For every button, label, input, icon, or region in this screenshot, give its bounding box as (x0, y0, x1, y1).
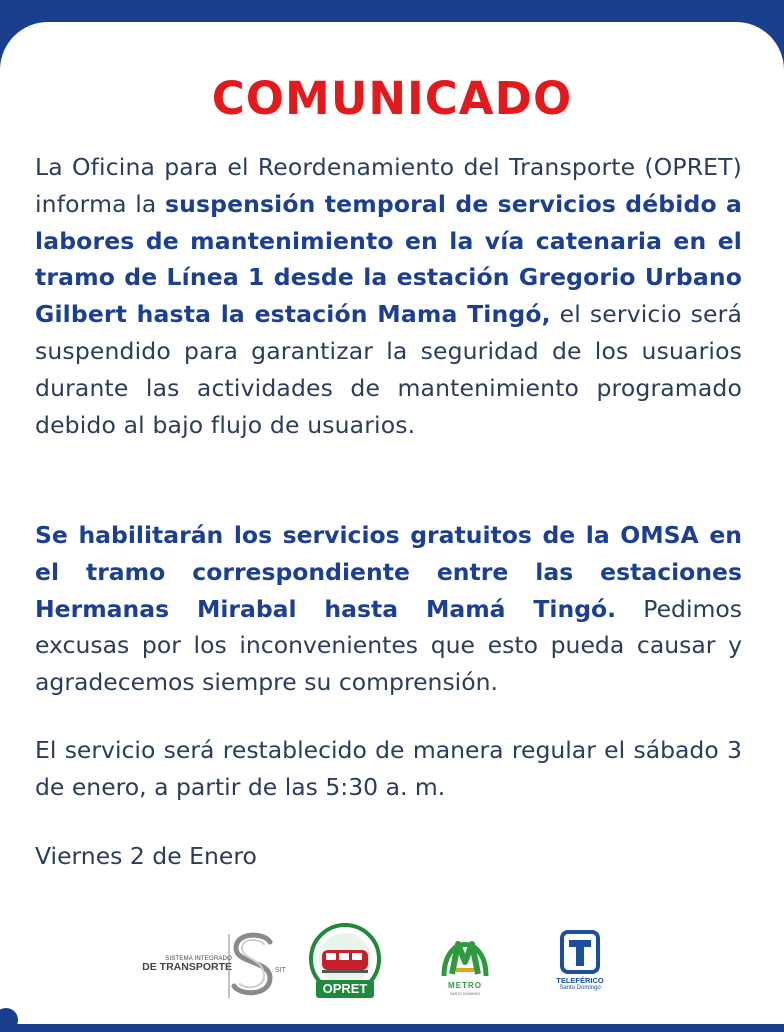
sit-logo (130, 920, 290, 1010)
sit-s-icon (130, 920, 290, 1010)
logo-strip (130, 920, 630, 1010)
paragraph-omsa-rest: Pedimos excusas por los inconvenientes que esto pueda causar y agradecemos siempre su comprensión. (35, 594, 742, 697)
sit-mark-text: SIT (275, 967, 286, 974)
paragraph-suspension (35, 149, 742, 443)
metro-m-icon (440, 924, 490, 984)
paragraph-omsa-bold: Se habilitarán los servicios gratuitos de la OMSA en el tramo correspondiente entre las estaciones Hermanas Mirabal hasta Mamá Tingó. (35, 521, 742, 623)
teleferico-logo (550, 928, 610, 1008)
corner-decoration (0, 1008, 18, 1032)
metro-logo-text: METRO (448, 981, 482, 990)
notice-date: Viernes 2 de Enero (35, 842, 257, 870)
page-title: COMUNICADO (211, 72, 573, 125)
sit-logo-big-text: DE TRANSPORTE (142, 961, 232, 974)
paragraph-omsa (35, 517, 742, 701)
metro-logo (440, 924, 490, 1006)
opret-logo (308, 922, 382, 1004)
opret-logo-text: OPRET (322, 981, 368, 996)
teleferico-logo-text: TELEFÉRICO (556, 976, 604, 985)
paragraph-suspension-intro: La Oficina para el Reordenamiento del Transporte (OPRET) informa la (35, 153, 742, 218)
paragraph-suspension-rest: el servicio será suspendido para garantizar la seguridad de los usuarios durante las actividades de mantenimiento programado debido al bajo flujo de usuarios. (35, 300, 742, 439)
teleferico-t-icon (550, 928, 610, 976)
paragraph-restore: El servicio será restablecido de manera regular el sábado 3 de enero, a partir de las 5:30 a. m. (35, 736, 742, 801)
metro-logo-subtext: SANTO DOMINGO (449, 992, 481, 996)
paragraph-suspension-bold: suspensión temporal de servicios débido a labores de mantenimiento en la vía catenaria en el tramo de Línea 1 desde la estación Gregorio Urbano Gilbert hasta la estación Mama Tingó, (35, 189, 742, 329)
sit-logo-small-text: SISTEMA INTEGRADO (165, 956, 232, 962)
teleferico-logo-subtext: Santo Domingo (559, 985, 601, 991)
